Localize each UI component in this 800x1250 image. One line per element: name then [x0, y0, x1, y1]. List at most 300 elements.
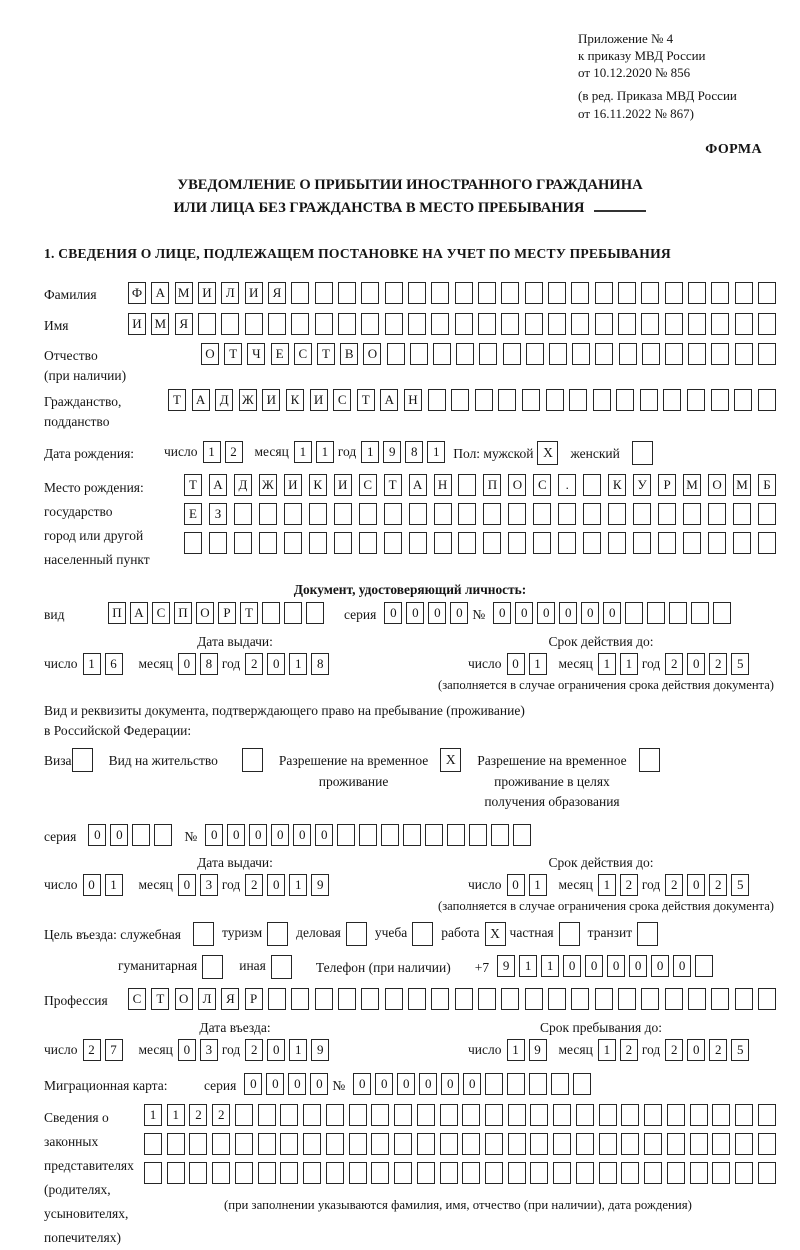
char-box[interactable]: [458, 503, 476, 525]
char-box[interactable]: 1: [289, 1039, 307, 1061]
char-box[interactable]: [144, 1162, 162, 1184]
char-box[interactable]: 0: [629, 955, 647, 977]
char-box[interactable]: [479, 343, 497, 365]
char-box[interactable]: [280, 1162, 298, 1184]
char-box[interactable]: [576, 1133, 594, 1155]
char-box[interactable]: [361, 313, 379, 335]
char-box[interactable]: [667, 1104, 685, 1126]
char-box[interactable]: [663, 389, 681, 411]
char-box[interactable]: 2: [709, 653, 727, 675]
char-box[interactable]: [733, 503, 751, 525]
char-box[interactable]: [647, 602, 665, 624]
char-box[interactable]: [665, 282, 683, 304]
char-box[interactable]: 0: [687, 653, 705, 675]
char-box[interactable]: 0: [110, 824, 128, 846]
char-box[interactable]: [633, 503, 651, 525]
char-box[interactable]: 8: [405, 441, 423, 463]
char-box[interactable]: [735, 988, 753, 1010]
char-box[interactable]: [394, 1162, 412, 1184]
char-box[interactable]: [758, 503, 776, 525]
char-box[interactable]: .: [558, 474, 576, 496]
char-box[interactable]: О: [196, 602, 214, 624]
char-box[interactable]: [462, 1104, 480, 1126]
char-box[interactable]: С: [128, 988, 146, 1010]
char-box[interactable]: [711, 282, 729, 304]
char-box[interactable]: Я: [221, 988, 239, 1010]
char-box[interactable]: [571, 988, 589, 1010]
char-box[interactable]: [553, 1104, 571, 1126]
char-box[interactable]: [508, 1104, 526, 1126]
char-box[interactable]: Д: [215, 389, 233, 411]
char-box[interactable]: 0: [88, 824, 106, 846]
char-box[interactable]: К: [286, 389, 304, 411]
char-box[interactable]: [734, 389, 752, 411]
char-box[interactable]: Ч: [247, 343, 265, 365]
char-box[interactable]: Т: [357, 389, 375, 411]
char-box[interactable]: [434, 532, 452, 554]
char-box[interactable]: [735, 1162, 753, 1184]
char-box[interactable]: 1: [167, 1104, 185, 1126]
char-box[interactable]: 8: [311, 653, 329, 675]
char-box[interactable]: 0: [375, 1073, 393, 1095]
char-box[interactable]: 3: [200, 874, 218, 896]
char-box[interactable]: [417, 1162, 435, 1184]
char-box[interactable]: [334, 503, 352, 525]
char-box[interactable]: [410, 343, 428, 365]
char-box[interactable]: 9: [311, 874, 329, 896]
char-box[interactable]: [334, 532, 352, 554]
char-box[interactable]: 1: [294, 441, 312, 463]
char-box[interactable]: [462, 1162, 480, 1184]
char-box[interactable]: [447, 824, 465, 846]
char-box[interactable]: 7: [105, 1039, 123, 1061]
char-box[interactable]: [483, 503, 501, 525]
char-box[interactable]: Р: [245, 988, 263, 1010]
char-box[interactable]: А: [151, 282, 169, 304]
char-box[interactable]: 0: [178, 653, 196, 675]
char-box[interactable]: 0: [249, 824, 267, 846]
char-box[interactable]: 0: [507, 874, 525, 896]
char-box[interactable]: [595, 343, 613, 365]
char-box[interactable]: [508, 1133, 526, 1155]
char-box[interactable]: М: [151, 313, 169, 335]
char-box[interactable]: Б: [758, 474, 776, 496]
char-box[interactable]: Ф: [128, 282, 146, 304]
char-box[interactable]: 0: [406, 602, 424, 624]
char-box[interactable]: [530, 1162, 548, 1184]
gender-female-checkbox[interactable]: [632, 441, 653, 465]
char-box[interactable]: С: [533, 474, 551, 496]
char-box[interactable]: [551, 1073, 569, 1095]
purpose-official-checkbox[interactable]: [193, 922, 214, 946]
char-box[interactable]: 0: [419, 1073, 437, 1095]
char-box[interactable]: [338, 313, 356, 335]
char-box[interactable]: [385, 988, 403, 1010]
char-box[interactable]: И: [262, 389, 280, 411]
char-box[interactable]: С: [359, 474, 377, 496]
char-box[interactable]: 0: [293, 824, 311, 846]
char-box[interactable]: 1: [598, 1039, 616, 1061]
char-box[interactable]: [525, 988, 543, 1010]
char-box[interactable]: [458, 532, 476, 554]
char-box[interactable]: [758, 988, 776, 1010]
purpose-work-checkbox[interactable]: X: [485, 922, 506, 946]
char-box[interactable]: Т: [317, 343, 335, 365]
char-box[interactable]: И: [284, 474, 302, 496]
char-box[interactable]: [549, 343, 567, 365]
char-box[interactable]: [491, 824, 509, 846]
char-box[interactable]: [508, 1162, 526, 1184]
char-box[interactable]: 0: [244, 1073, 262, 1095]
char-box[interactable]: [280, 1133, 298, 1155]
char-box[interactable]: 0: [581, 602, 599, 624]
char-box[interactable]: Р: [218, 602, 236, 624]
char-box[interactable]: [530, 1104, 548, 1126]
char-box[interactable]: [303, 1162, 321, 1184]
char-box[interactable]: [258, 1104, 276, 1126]
char-box[interactable]: [758, 1162, 776, 1184]
char-box[interactable]: С: [152, 602, 170, 624]
char-box[interactable]: [625, 602, 643, 624]
char-box[interactable]: 0: [603, 602, 621, 624]
char-box[interactable]: [425, 824, 443, 846]
char-box[interactable]: [599, 1133, 617, 1155]
char-box[interactable]: 0: [266, 1073, 284, 1095]
char-box[interactable]: [583, 532, 601, 554]
char-box[interactable]: [688, 313, 706, 335]
char-box[interactable]: [349, 1162, 367, 1184]
char-box[interactable]: [259, 532, 277, 554]
char-box[interactable]: [525, 282, 543, 304]
char-box[interactable]: [478, 313, 496, 335]
char-box[interactable]: [619, 343, 637, 365]
char-box[interactable]: 0: [450, 602, 468, 624]
char-box[interactable]: Л: [198, 988, 216, 1010]
char-box[interactable]: [259, 503, 277, 525]
char-box[interactable]: [508, 503, 526, 525]
char-box[interactable]: [485, 1162, 503, 1184]
char-box[interactable]: [621, 1133, 639, 1155]
char-box[interactable]: [167, 1133, 185, 1155]
char-box[interactable]: 0: [607, 955, 625, 977]
char-box[interactable]: [618, 282, 636, 304]
char-box[interactable]: [268, 313, 286, 335]
char-box[interactable]: [359, 824, 377, 846]
char-box[interactable]: Т: [151, 988, 169, 1010]
char-box[interactable]: [525, 313, 543, 335]
char-box[interactable]: [758, 1104, 776, 1126]
char-box[interactable]: Н: [434, 474, 452, 496]
char-box[interactable]: [451, 389, 469, 411]
char-box[interactable]: У: [633, 474, 651, 496]
char-box[interactable]: [735, 343, 753, 365]
char-box[interactable]: [440, 1162, 458, 1184]
char-box[interactable]: [455, 313, 473, 335]
char-box[interactable]: 2: [709, 1039, 727, 1061]
char-box[interactable]: [583, 503, 601, 525]
char-box[interactable]: 2: [225, 441, 243, 463]
char-box[interactable]: 1: [507, 1039, 525, 1061]
char-box[interactable]: [385, 282, 403, 304]
char-box[interactable]: 2: [83, 1039, 101, 1061]
char-box[interactable]: [503, 343, 521, 365]
char-box[interactable]: [284, 602, 302, 624]
char-box[interactable]: [209, 532, 227, 554]
char-box[interactable]: 0: [315, 824, 333, 846]
char-box[interactable]: [434, 503, 452, 525]
purpose-humanitarian-checkbox[interactable]: [202, 955, 223, 979]
char-box[interactable]: [235, 1162, 253, 1184]
char-box[interactable]: [688, 343, 706, 365]
char-box[interactable]: [361, 988, 379, 1010]
char-box[interactable]: О: [508, 474, 526, 496]
char-box[interactable]: 0: [83, 874, 101, 896]
char-box[interactable]: [485, 1133, 503, 1155]
char-box[interactable]: И: [334, 474, 352, 496]
char-box[interactable]: 0: [267, 653, 285, 675]
char-box[interactable]: 9: [383, 441, 401, 463]
char-box[interactable]: [268, 988, 286, 1010]
char-box[interactable]: [526, 343, 544, 365]
char-box[interactable]: [683, 532, 701, 554]
char-box[interactable]: [522, 389, 540, 411]
char-box[interactable]: [667, 1162, 685, 1184]
char-box[interactable]: [284, 503, 302, 525]
char-box[interactable]: [688, 988, 706, 1010]
char-box[interactable]: [595, 988, 613, 1010]
char-box[interactable]: 2: [245, 874, 263, 896]
char-box[interactable]: [417, 1104, 435, 1126]
char-box[interactable]: 0: [651, 955, 669, 977]
char-box[interactable]: [433, 343, 451, 365]
char-box[interactable]: [690, 1133, 708, 1155]
char-box[interactable]: 9: [311, 1039, 329, 1061]
char-box[interactable]: [621, 1104, 639, 1126]
char-box[interactable]: [359, 503, 377, 525]
char-box[interactable]: О: [708, 474, 726, 496]
purpose-tourism-checkbox[interactable]: [267, 922, 288, 946]
char-box[interactable]: [498, 389, 516, 411]
char-box[interactable]: Е: [184, 503, 202, 525]
char-box[interactable]: 5: [731, 653, 749, 675]
char-box[interactable]: [469, 824, 487, 846]
char-box[interactable]: [533, 503, 551, 525]
char-box[interactable]: [711, 343, 729, 365]
char-box[interactable]: [387, 343, 405, 365]
char-box[interactable]: 1: [203, 441, 221, 463]
char-box[interactable]: [475, 389, 493, 411]
char-box[interactable]: [640, 389, 658, 411]
char-box[interactable]: [644, 1162, 662, 1184]
char-box[interactable]: [553, 1133, 571, 1155]
temp-permit-checkbox[interactable]: X: [440, 748, 461, 772]
char-box[interactable]: 0: [227, 824, 245, 846]
char-box[interactable]: 0: [267, 874, 285, 896]
char-box[interactable]: [371, 1104, 389, 1126]
char-box[interactable]: 0: [428, 602, 446, 624]
char-box[interactable]: [572, 343, 590, 365]
char-box[interactable]: [485, 1104, 503, 1126]
char-box[interactable]: [198, 313, 216, 335]
char-box[interactable]: 0: [353, 1073, 371, 1095]
char-box[interactable]: [507, 1073, 525, 1095]
char-box[interactable]: 0: [463, 1073, 481, 1095]
char-box[interactable]: Ж: [239, 389, 257, 411]
char-box[interactable]: [385, 313, 403, 335]
char-box[interactable]: [455, 988, 473, 1010]
char-box[interactable]: [501, 282, 519, 304]
char-box[interactable]: О: [175, 988, 193, 1010]
char-box[interactable]: [408, 313, 426, 335]
char-box[interactable]: И: [128, 313, 146, 335]
char-box[interactable]: [371, 1162, 389, 1184]
edu-permit-checkbox[interactable]: [639, 748, 660, 772]
char-box[interactable]: [381, 824, 399, 846]
char-box[interactable]: С: [333, 389, 351, 411]
char-box[interactable]: [641, 313, 659, 335]
char-box[interactable]: [315, 282, 333, 304]
char-box[interactable]: [733, 532, 751, 554]
char-box[interactable]: [708, 503, 726, 525]
char-box[interactable]: [440, 1104, 458, 1126]
char-box[interactable]: А: [192, 389, 210, 411]
char-box[interactable]: [569, 389, 587, 411]
char-box[interactable]: [359, 532, 377, 554]
char-box[interactable]: 1: [361, 441, 379, 463]
char-box[interactable]: [284, 532, 302, 554]
char-box[interactable]: А: [380, 389, 398, 411]
char-box[interactable]: [529, 1073, 547, 1095]
char-box[interactable]: [690, 1104, 708, 1126]
char-box[interactable]: [711, 389, 729, 411]
char-box[interactable]: 1: [529, 874, 547, 896]
char-box[interactable]: [384, 532, 402, 554]
char-box[interactable]: [758, 1133, 776, 1155]
char-box[interactable]: Д: [234, 474, 252, 496]
char-box[interactable]: [708, 532, 726, 554]
char-box[interactable]: [758, 343, 776, 365]
char-box[interactable]: А: [130, 602, 148, 624]
char-box[interactable]: [711, 313, 729, 335]
char-box[interactable]: 1: [289, 874, 307, 896]
char-box[interactable]: 2: [212, 1104, 230, 1126]
char-box[interactable]: Ж: [259, 474, 277, 496]
char-box[interactable]: [658, 532, 676, 554]
char-box[interactable]: [712, 1104, 730, 1126]
char-box[interactable]: [458, 474, 476, 496]
char-box[interactable]: [501, 313, 519, 335]
char-box[interactable]: И: [198, 282, 216, 304]
char-box[interactable]: [571, 313, 589, 335]
char-box[interactable]: [758, 313, 776, 335]
char-box[interactable]: 0: [515, 602, 533, 624]
char-box[interactable]: [456, 343, 474, 365]
char-box[interactable]: 0: [205, 824, 223, 846]
char-box[interactable]: 0: [178, 1039, 196, 1061]
char-box[interactable]: И: [245, 282, 263, 304]
char-box[interactable]: Р: [658, 474, 676, 496]
char-box[interactable]: [132, 824, 150, 846]
char-box[interactable]: П: [483, 474, 501, 496]
char-box[interactable]: Т: [384, 474, 402, 496]
char-box[interactable]: [667, 1133, 685, 1155]
char-box[interactable]: [431, 988, 449, 1010]
char-box[interactable]: [576, 1104, 594, 1126]
char-box[interactable]: [687, 389, 705, 411]
char-box[interactable]: М: [175, 282, 193, 304]
char-box[interactable]: Т: [240, 602, 258, 624]
char-box[interactable]: 6: [105, 653, 123, 675]
char-box[interactable]: [417, 1133, 435, 1155]
char-box[interactable]: [394, 1104, 412, 1126]
purpose-business-checkbox[interactable]: [346, 922, 367, 946]
char-box[interactable]: 2: [709, 874, 727, 896]
char-box[interactable]: 0: [441, 1073, 459, 1095]
char-box[interactable]: [315, 313, 333, 335]
char-box[interactable]: [478, 282, 496, 304]
char-box[interactable]: [440, 1133, 458, 1155]
char-box[interactable]: [599, 1104, 617, 1126]
char-box[interactable]: [735, 1133, 753, 1155]
char-box[interactable]: 1: [316, 441, 334, 463]
char-box[interactable]: Т: [224, 343, 242, 365]
char-box[interactable]: 2: [620, 874, 638, 896]
char-box[interactable]: [154, 824, 172, 846]
char-box[interactable]: [735, 313, 753, 335]
char-box[interactable]: 2: [620, 1039, 638, 1061]
char-box[interactable]: 0: [384, 602, 402, 624]
char-box[interactable]: С: [294, 343, 312, 365]
char-box[interactable]: 8: [200, 653, 218, 675]
char-box[interactable]: 0: [687, 1039, 705, 1061]
char-box[interactable]: [326, 1162, 344, 1184]
purpose-other-checkbox[interactable]: [271, 955, 292, 979]
char-box[interactable]: [258, 1162, 276, 1184]
char-box[interactable]: [621, 1162, 639, 1184]
char-box[interactable]: [361, 282, 379, 304]
gender-male-checkbox[interactable]: X: [537, 441, 558, 465]
char-box[interactable]: [712, 1133, 730, 1155]
char-box[interactable]: Е: [271, 343, 289, 365]
char-box[interactable]: И: [310, 389, 328, 411]
char-box[interactable]: [409, 503, 427, 525]
char-box[interactable]: [291, 282, 309, 304]
purpose-transit-checkbox[interactable]: [637, 922, 658, 946]
char-box[interactable]: [184, 532, 202, 554]
char-box[interactable]: [641, 988, 659, 1010]
char-box[interactable]: 1: [427, 441, 445, 463]
char-box[interactable]: [144, 1133, 162, 1155]
char-box[interactable]: [338, 282, 356, 304]
char-box[interactable]: [167, 1162, 185, 1184]
char-box[interactable]: [642, 343, 660, 365]
char-box[interactable]: 0: [537, 602, 555, 624]
char-box[interactable]: [189, 1162, 207, 1184]
char-box[interactable]: [530, 1133, 548, 1155]
char-box[interactable]: О: [363, 343, 381, 365]
char-box[interactable]: 2: [245, 653, 263, 675]
char-box[interactable]: [478, 988, 496, 1010]
char-box[interactable]: [291, 988, 309, 1010]
char-box[interactable]: [583, 474, 601, 496]
char-box[interactable]: 0: [267, 1039, 285, 1061]
residence-permit-checkbox[interactable]: [242, 748, 263, 772]
char-box[interactable]: [428, 389, 446, 411]
char-box[interactable]: [431, 313, 449, 335]
char-box[interactable]: [235, 1133, 253, 1155]
char-box[interactable]: [513, 824, 531, 846]
char-box[interactable]: [548, 988, 566, 1010]
